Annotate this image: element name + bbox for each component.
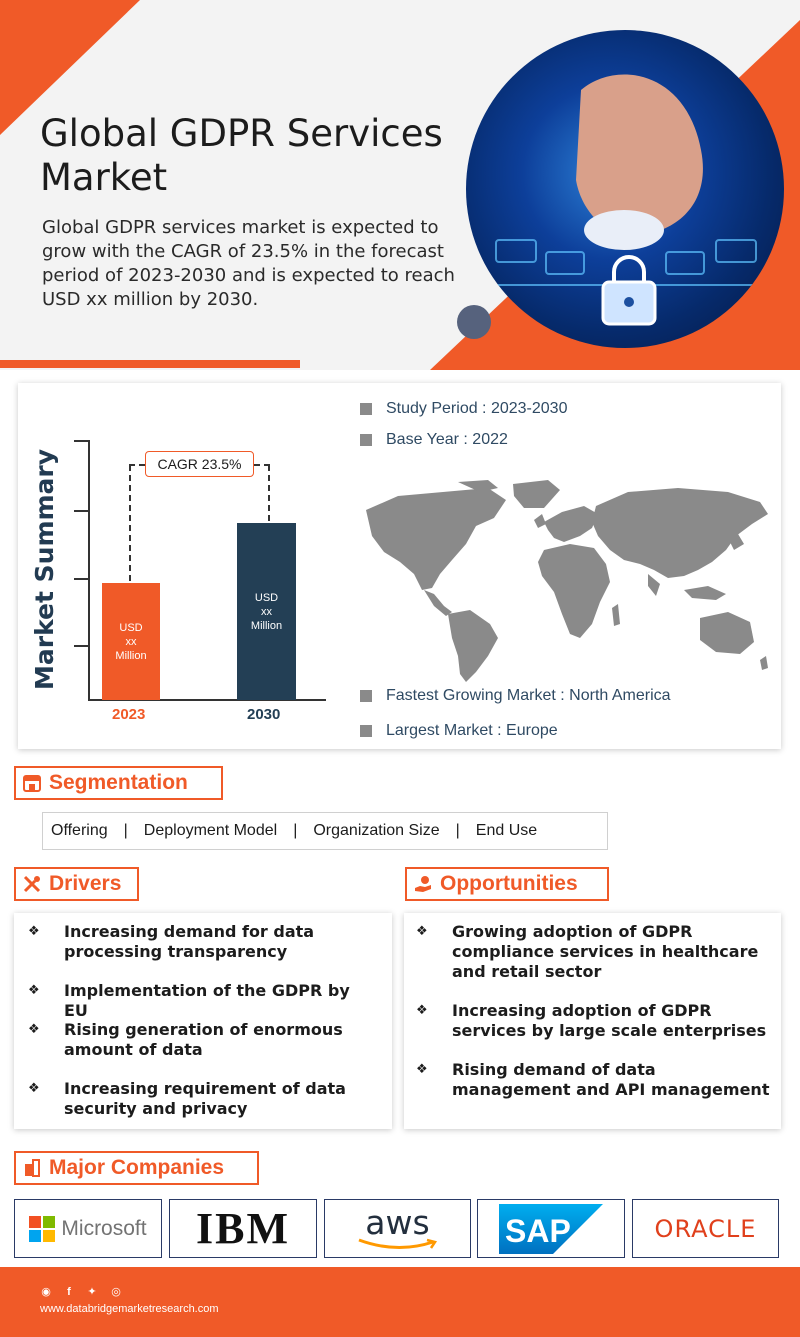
driver-item	[28, 922, 364, 962]
aws-wordmark: aws	[365, 1202, 430, 1242]
y-tick	[74, 578, 90, 580]
y-tick	[74, 440, 90, 442]
diamond-bullet-icon: ❖	[28, 1022, 40, 1037]
largest-market	[360, 722, 558, 740]
market-summary-label: Market Summary	[30, 448, 59, 690]
hand-coin-icon	[413, 874, 433, 894]
microsoft-wordmark: Microsoft	[61, 1216, 147, 1240]
microsoft-logo-icon	[29, 1216, 55, 1242]
driver-text: Increasing requirement of data security and privacy	[64, 1079, 346, 1118]
segment-separator: |	[455, 822, 460, 839]
page-title: Global GDPR Services Market	[40, 112, 443, 199]
y-tick	[74, 645, 90, 647]
segment-deployment-model: Deployment Model	[143, 822, 278, 839]
hero-image	[466, 30, 784, 348]
opportunity-text: Increasing adoption of GDPR services by large scale enterprises	[452, 1001, 767, 1040]
bar-2030	[237, 523, 296, 700]
bar-2023	[102, 583, 160, 700]
logo-microsoft	[14, 1199, 162, 1258]
fastest-growing	[360, 687, 671, 705]
opportunity-text: Rising demand of data management and API management	[452, 1060, 770, 1099]
diamond-bullet-icon: ❖	[416, 924, 428, 939]
base-year-text: Base Year : 2022	[386, 431, 508, 448]
cagr-dash-h-right	[254, 464, 270, 466]
driver-item	[28, 981, 364, 1021]
opportunity-item	[416, 922, 777, 982]
opportunity-text: Growing adoption of GDPR compliance services in healthcare and retail sector	[452, 922, 759, 981]
cyber-lock-illustration	[466, 30, 784, 348]
bullet-square	[360, 403, 372, 415]
bar-2030-year: 2030	[247, 706, 281, 723]
bullet-square	[360, 725, 372, 737]
cagr-dash-right	[268, 465, 270, 521]
driver-item	[28, 1079, 364, 1119]
footer-url-link[interactable]: www.databridgemarketresearch.com	[40, 1303, 219, 1315]
drivers-title: Drivers	[49, 872, 122, 895]
segmentation-title: Segmentation	[49, 771, 188, 794]
decor-dot	[457, 305, 491, 339]
segmentation-header	[14, 766, 223, 800]
world-map	[348, 478, 773, 683]
driver-text: Implementation of the GDPR by EU	[64, 981, 350, 1020]
facebook-icon[interactable]: f	[67, 1286, 71, 1298]
store-icon	[22, 773, 42, 793]
segment-offering: Offering	[51, 822, 108, 839]
bar-2023-line1: USD	[119, 621, 143, 634]
base-year	[360, 431, 508, 449]
whatsapp-icon[interactable]: ◉	[41, 1286, 51, 1298]
cagr-callout: CAGR 23.5%	[145, 451, 254, 477]
diamond-bullet-icon: ❖	[416, 1003, 428, 1018]
logo-ibm	[169, 1199, 317, 1258]
fastest-growing-text: Fastest Growing Market : North America	[386, 687, 671, 704]
ibm-wordmark: IBM	[196, 1204, 290, 1253]
bar-2030-line3: Million	[250, 619, 283, 632]
largest-market-text: Largest Market : Europe	[386, 722, 558, 739]
companies-header	[14, 1151, 259, 1185]
bullet-square	[360, 690, 372, 702]
footer-bar	[0, 1267, 800, 1337]
segment-organization-size: Organization Size	[313, 822, 440, 839]
sap-logo-shape	[499, 1204, 603, 1254]
segment-separator: |	[123, 822, 128, 839]
segment-separator: |	[293, 822, 298, 839]
building-icon	[22, 1158, 42, 1178]
cagr-dash-left	[129, 465, 131, 581]
bar-2023-line3: Million	[115, 649, 147, 662]
bar-2030-line1: USD	[254, 591, 279, 604]
cagr-dash-h-left	[129, 464, 145, 466]
study-period	[360, 400, 567, 418]
segmentation-list	[42, 812, 608, 850]
diamond-bullet-icon: ❖	[28, 1081, 40, 1096]
driver-text: Rising generation of enormous amount of data	[64, 1020, 343, 1059]
driver-item	[28, 1020, 364, 1060]
instagram-icon[interactable]: ◎	[111, 1286, 121, 1298]
logo-aws	[324, 1199, 471, 1258]
opportunities-header	[405, 867, 609, 901]
segment-end-use: End Use	[475, 822, 538, 839]
opportunities-title: Opportunities	[440, 872, 578, 895]
y-tick	[74, 510, 90, 512]
bar-2023-year: 2023	[112, 706, 146, 723]
bar-2023-line2: xx	[125, 635, 137, 648]
sap-wordmark: SAP	[505, 1212, 571, 1249]
twitter-icon[interactable]: ✦	[87, 1286, 97, 1298]
diamond-bullet-icon: ❖	[416, 1062, 428, 1077]
diamond-bullet-icon: ❖	[28, 983, 40, 998]
opportunity-item	[416, 1001, 772, 1041]
logo-oracle	[632, 1199, 779, 1258]
header-banner	[0, 0, 800, 370]
chart-y-axis	[88, 440, 90, 700]
oracle-wordmark: ORACLE	[654, 1214, 757, 1243]
companies-title: Major Companies	[49, 1156, 225, 1179]
logo-sap	[477, 1199, 625, 1258]
study-period-text: Study Period : 2023-2030	[386, 400, 568, 417]
bullet-square	[360, 434, 372, 446]
aws-smile-icon	[357, 1238, 439, 1250]
driver-text: Increasing demand for data processing transparency	[64, 922, 315, 961]
drivers-header	[14, 867, 139, 901]
opportunity-item	[416, 1060, 772, 1100]
diamond-bullet-icon: ❖	[28, 924, 40, 939]
tools-icon	[22, 874, 42, 894]
intro-text: Global GDPR services market is expected to grow with the CAGR of 23.5% in the forecast period of 2023-2030 and is expected to reach USD xx million by 2030.	[42, 217, 455, 310]
bar-2030-line2: xx	[261, 605, 272, 618]
